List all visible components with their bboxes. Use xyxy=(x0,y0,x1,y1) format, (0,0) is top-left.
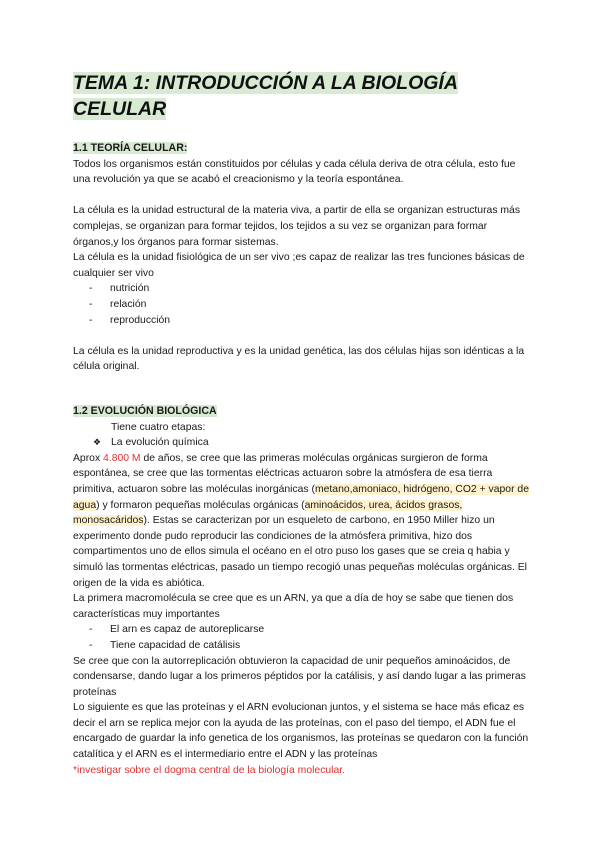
paragraph: La primera macromolécula se cree que es un ARN, ya que a día de hoy se sabe que tienen dos características muy importantes xyxy=(73,593,514,620)
section-heading: 1.1 TEORÍA CELULAR: xyxy=(73,142,188,154)
list-item: ❖ La evolución química xyxy=(73,435,533,451)
section-teoria-celular xyxy=(73,141,533,375)
section-heading: 1.2 EVOLUCIÓN BIOLÓGICA xyxy=(73,405,217,417)
page-title xyxy=(73,70,493,122)
list-item: - nutrición xyxy=(89,283,150,295)
paragraph: Se cree que con la autorreplicación obtuvieron la capacidad de unir pequeños aminoácidos, de condensarse, dando lugar a los primeros péptidos por la catálisis, y así dando lugar a las primeras proteínas xyxy=(73,655,526,698)
paragraph: La célula es la unidad estructural de la materia viva, a partir de ella se organizan estructuras más complejas, se organizan para formar tejidos, los tejidos a su vez se organizan para formar órganos,y los órganos para formar sistemas. xyxy=(73,205,521,248)
diamond-bullet-icon: ❖ xyxy=(93,437,102,448)
paragraph: Todos los organismos están constituidos por células y cada célula deriva de otra célula, esto fue una revolución ya que se acabó el creacionismo y la teoría espontánea. xyxy=(73,158,516,186)
paragraph: La célula es la unidad reproductiva y es la unidad genética, las dos células hijas son idénticas a la célula original. xyxy=(73,345,525,373)
note: *investigar sobre el dogma central de la biología molecular. xyxy=(73,764,346,776)
stages-line: Tiene cuatro etapas: xyxy=(111,421,206,433)
list-item: - reproducción xyxy=(89,314,171,326)
title-line-2: CELULAR xyxy=(73,98,167,120)
title-line-1: TEMA 1: INTRODUCCIÓN A LA BIOLOGÍA xyxy=(73,72,458,94)
section-evolucion-biologica xyxy=(73,404,533,778)
list-item: - El arn es capaz de autoreplicarse xyxy=(89,624,265,636)
list-item: - relación xyxy=(89,298,147,310)
paragraph: Lo siguiente es que las proteínas y el ARN evolucionan juntos, y el sistema se hace más eficaz es decir el arn se replica mejor con la ayuda de las proteínas, con el paso del tiempo, el ADN fue el encargado de guardar la info genetica de los organismos, las proteínas se quedaron con la función catalítica y el ARN es el intermediario entre el ADN y las proteínas xyxy=(73,702,529,761)
paragraph: La célula es la unidad fisiológica de un ser vivo ;es capaz de realizar las tres funciones básicas de cualquier ser vivo xyxy=(73,252,525,279)
paragraph: Aprox 4.800 M de años, se cree que las primeras moléculas orgánicas surgieron de forma espontánea, se cree que las tormentas eléctricas actuaron sobre la atmósfera de esa tierra primitiva, actuaron sobre las moléculas inorgánicas (metano,amoniaco, hidrógeno, CO2 + vapor de agua) y formaron pequeñas moléculas orgánicas (aminoácidos, urea, ácidos grasos, monosacáridos). Estas se caracterizan por un esqueleto de carbono, en 1950 Miller hizo un experimento donde pudo reproducir las condiciones de la atmósfera primitiva, hizo dos compartimentos uno de ellos simula el océano en el otro puso los gases que se creia q habia y simuló las tormentas eléctricas, pasado un tiempo recogió unas pequeñas moléculas orgánicas. El origen de la vida es abiótica. xyxy=(73,452,529,589)
list-item: - Tiene capacidad de catálisis xyxy=(89,639,241,651)
